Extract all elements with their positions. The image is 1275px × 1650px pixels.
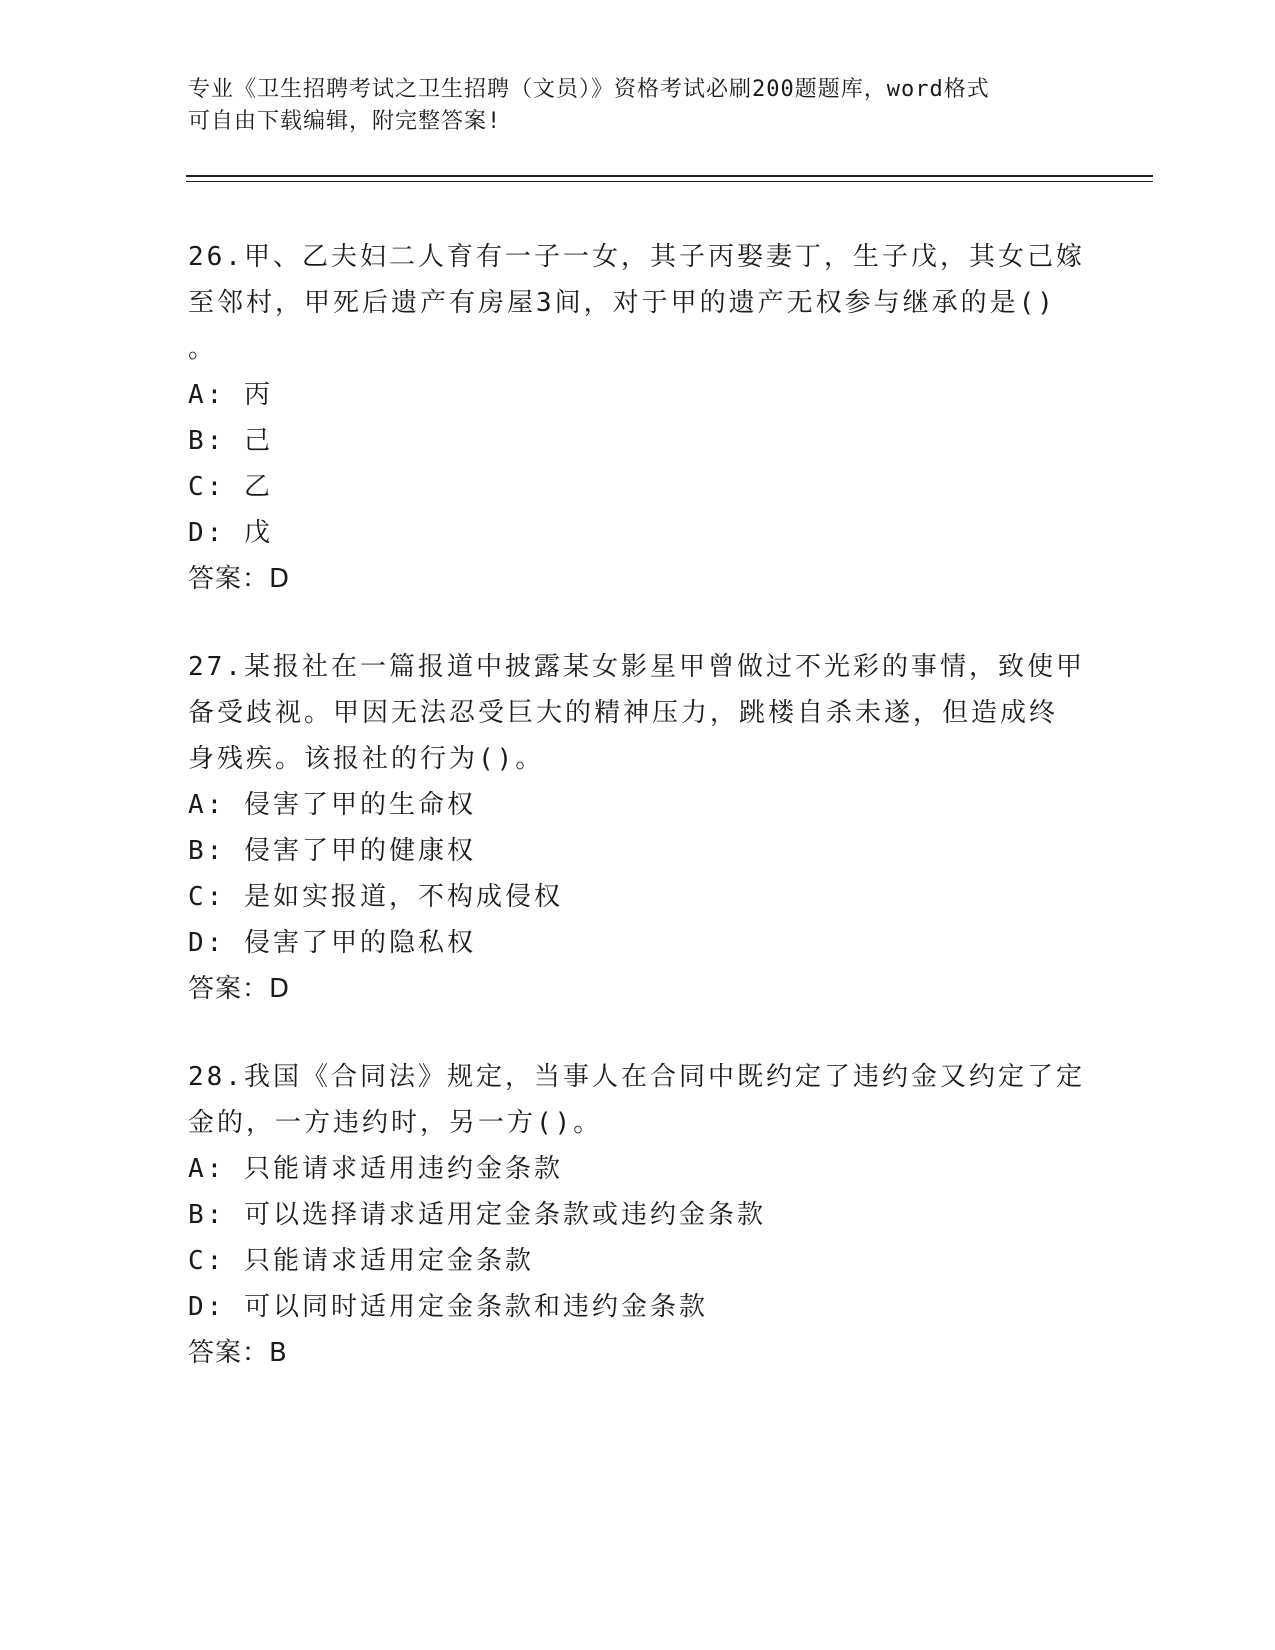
option-c: C: 只能请求适用定金条款 [188,1246,534,1276]
option-c: C: 是如实报道，不构成侵权 [188,882,563,912]
option-d: D: 可以同时适用定金条款和违约金条款 [188,1292,708,1322]
option-d: D: 侵害了甲的隐私权 [188,928,476,958]
question-stem-line: 28.我国《合同法》规定，当事人在合同中既约定了违约金又约定了定 [188,1062,1085,1092]
question-27 [188,644,1088,1012]
option-a: A: 侵害了甲的生命权 [188,790,476,820]
answer-text: 答案：D [188,564,291,594]
question-stem-line: 26.甲、乙夫妇二人育有一子一女，其子丙娶妻丁，生子戊，其女己嫁 [188,242,1085,272]
header-divider-thin [186,181,1153,182]
answer-text: 答案：D [188,974,291,1004]
question-stem-line: 27.某报社在一篇报道中披露某女影星甲曾做过不光彩的事情，致使甲 [188,652,1085,682]
question-26 [188,234,1088,602]
header-line-2: 可自由下载编辑，附完整答案! [188,109,502,134]
question-stem-line: 身残疾。该报社的行为()。 [188,744,545,774]
option-b: B: 侵害了甲的健康权 [188,836,476,866]
answer-text: 答案：B [188,1338,288,1368]
question-stem-line: 金的，一方违约时，另一方()。 [188,1108,603,1138]
question-stem-line: 备受歧视。甲因无法忍受巨大的精神压力，跳楼自杀未遂，但造成终 [188,698,1059,728]
option-a: A: 只能请求适用违约金条款 [188,1154,563,1184]
option-d: D: 戊 [188,518,273,548]
option-a: A: 丙 [188,380,273,410]
option-b: B: 可以选择请求适用定金条款或违约金条款 [188,1200,766,1230]
option-b: B: 己 [188,426,273,456]
header-divider-thick [186,175,1153,177]
question-stem-line: 至邻村，甲死后遗产有房屋3间，对于甲的遗产无权参与继承的是() [188,288,1056,318]
question-stem-line: 。 [188,334,218,364]
header-line-1: 专业《卫生招聘考试之卫生招聘（文员）》资格考试必刷200题题库，word格式 [188,77,990,102]
option-c: C: 乙 [188,472,273,502]
question-28 [188,1054,1088,1376]
document-header [188,74,1088,138]
